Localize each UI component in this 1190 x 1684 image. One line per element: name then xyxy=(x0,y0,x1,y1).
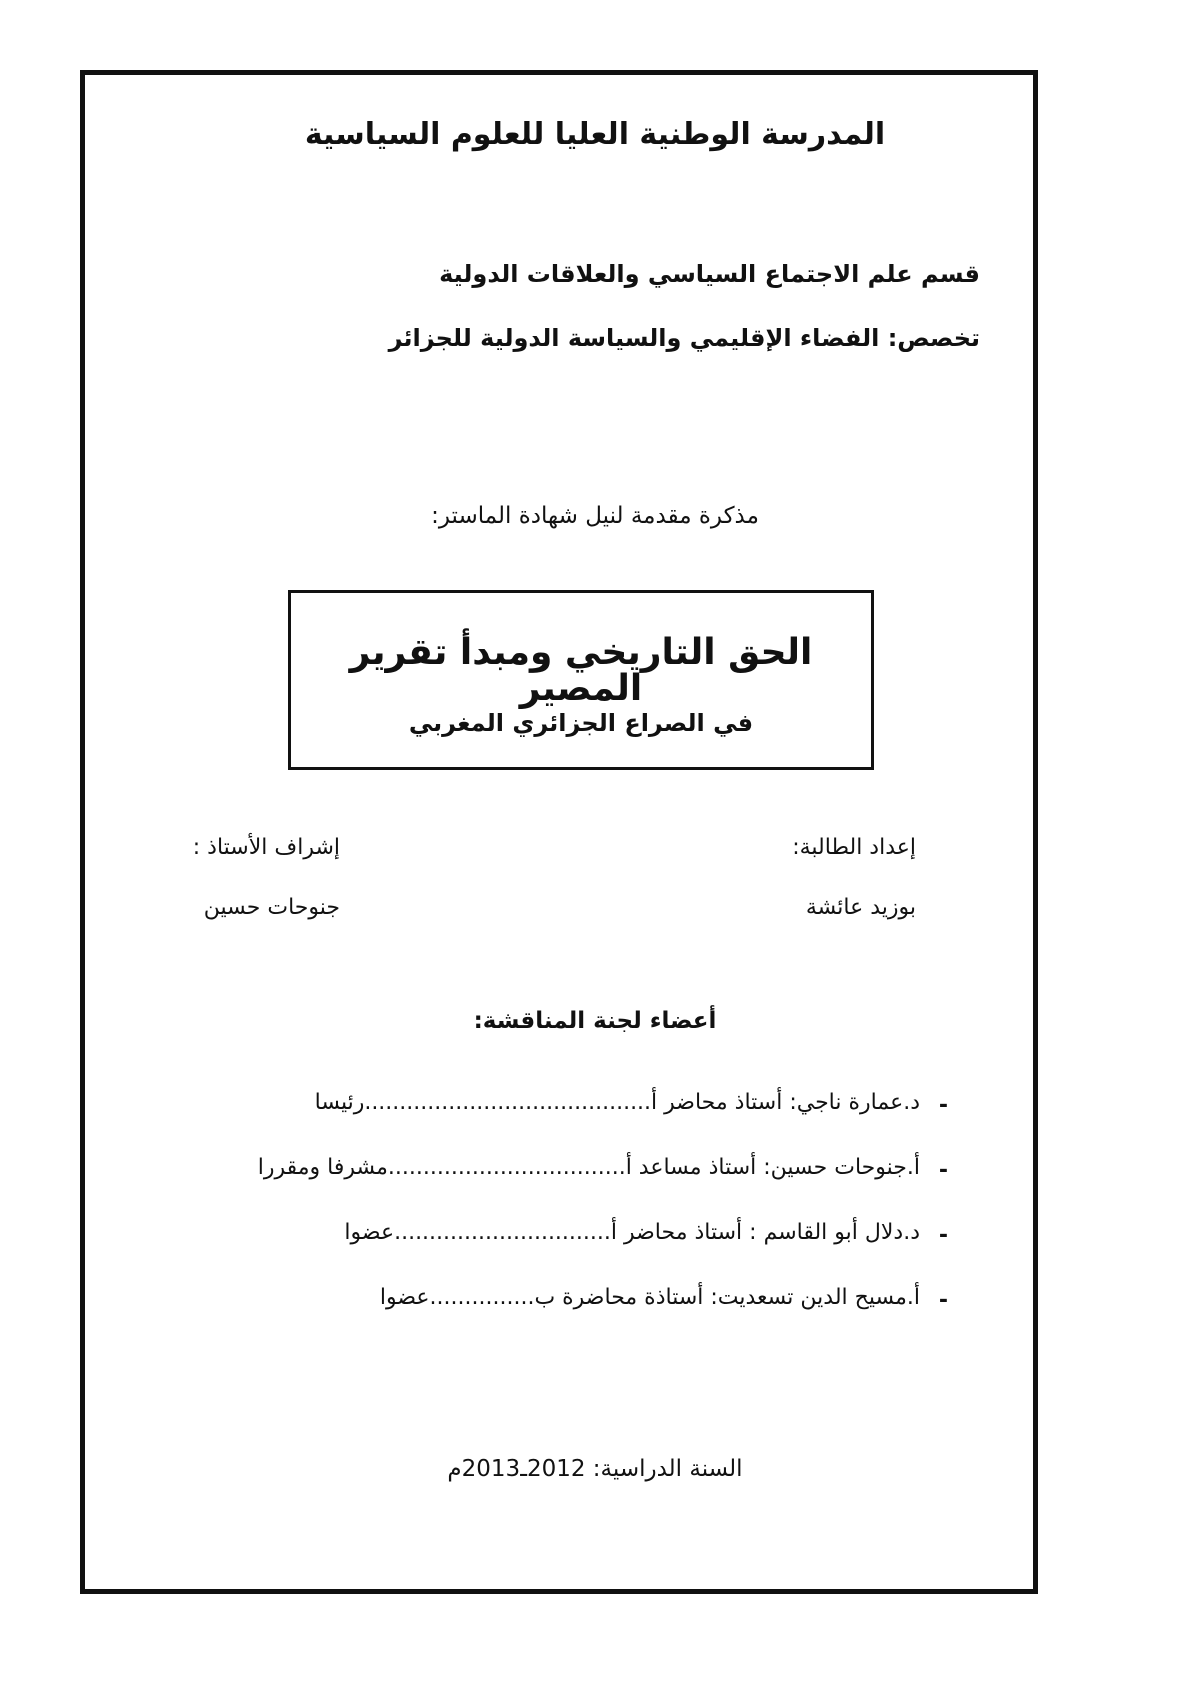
academic-year: السنة الدراسية: 2012ـ2013م xyxy=(447,1456,743,1482)
school-name: المدرسة الوطنية العليا للعلوم السياسية xyxy=(304,117,886,152)
student-label: إعداد الطالبة: xyxy=(792,835,916,860)
supervisor-name: جنوحات حسين xyxy=(203,895,340,920)
committee-title: أعضاء لجنة المناقشة: xyxy=(473,1008,717,1034)
department-name: قسم علم الاجتماع السياسي والعلاقات الدولية xyxy=(439,260,980,288)
committee-member-3: د.دلال أبو القاسم : أستاذ محاضر أ...............................عضوا xyxy=(344,1220,920,1245)
thesis-subtitle: في الصراع الجزائري المغربي xyxy=(408,709,754,737)
list-bullet: - xyxy=(938,1158,948,1183)
supervisor-label: إشراف الأستاذ : xyxy=(192,835,340,860)
page-border xyxy=(80,70,1038,1594)
thesis-title: الحق التاريخي ومبدأ تقرير المصير xyxy=(349,632,813,709)
list-bullet: - xyxy=(938,1288,948,1313)
list-bullet: - xyxy=(938,1093,948,1118)
committee-member-chair: د.عمارة ناجي: أستاذ محاضر أ.........................................رئيسا xyxy=(314,1090,920,1115)
committee-member-4: أ.مسيح الدين تسعديت: أستاذة محاضرة ب...............عضوا xyxy=(379,1285,920,1310)
list-bullet: - xyxy=(938,1223,948,1248)
committee-member-supervisor: أ.جنوحات حسين: أستاذ مساعد أ..................................مشرفا ومقررا xyxy=(257,1155,920,1180)
specialization: تخصص: الفضاء الإقليمي والسياسة الدولية للجزائر xyxy=(388,324,980,352)
thesis-title-box xyxy=(288,590,874,770)
thesis-intro: مذكرة مقدمة لنيل شهادة الماستر: xyxy=(431,503,759,529)
student-name: بوزيد عائشة xyxy=(805,895,916,920)
